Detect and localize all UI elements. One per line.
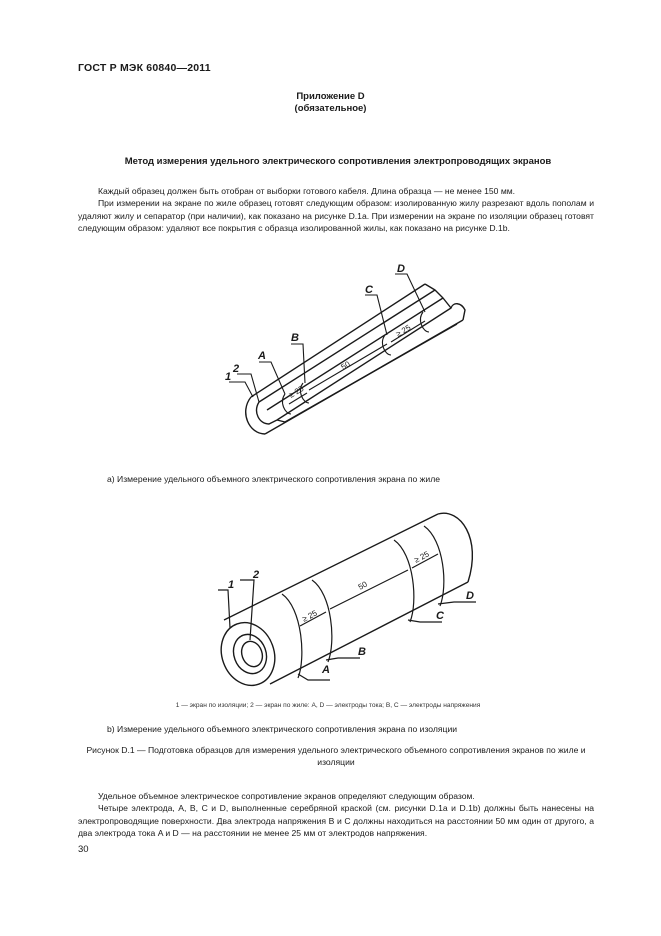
leader-d [438,602,476,604]
figure-a-drawing [225,262,485,447]
back-end-cut [425,284,465,320]
intro-text [78,185,594,234]
label-2: 2 [233,363,240,375]
section-title: Метод измерения удельного электрического сопротивления электропроводящих экранов [124,156,552,167]
leader-1 [229,382,253,397]
label-d: D [397,263,405,275]
electrode-d [421,312,429,332]
figure-b-drawing [210,508,500,693]
intro-paragraph-2: При измерении на экране по жиле образец готовят следующим образом: изолированную жилу разрезают вдоль пополам и удаляют жилу и сепаратор (при наличии), как показано на рисунке D.1a. При измерении на экране по изоляции образец готовят следующим образом: удаляют все покрытия с образца изолированной жилы, как показано на рисунке D.1b. [78,198,594,233]
label-1: 1 [225,371,232,383]
label-2: 2 [253,569,260,581]
front-end-outer [213,615,284,693]
electrode-d [424,526,444,606]
body-text [78,790,594,839]
cylinder-bottom-edge [270,582,468,684]
dim-line-bc [330,570,408,609]
cylinder-top-edge [224,514,438,620]
leader-1 [218,590,230,628]
standard-header: ГОСТ Р МЭК 60840—2011 [78,62,211,74]
label-d: D [466,590,474,602]
label-b: B [358,646,366,658]
label-c: C [436,610,444,622]
leader-2 [240,580,254,640]
label-a: A [258,350,266,362]
dim-cd: ≥ 25 [412,549,431,565]
dim-bc: 50 [339,359,352,372]
dim-cd: ≥ 25 [394,323,413,339]
dim-bc: 50 [356,579,369,592]
electrode-c [394,540,414,622]
figure-caption: Рисунок D.1 — Подготовка образцов для измерения удельного электрического объемного сопротивления экранов по жиле и изоляции [86,745,586,768]
inner-shell-top-edge [259,290,435,402]
label-b: B [291,332,299,344]
front-end-outer [246,397,265,434]
dim-ab: ≥ 25 [300,608,319,624]
figure-legend: 1 — экран по изоляции; 2 — экран по жиле: A, D — электроды тока; B, C — электроды напряжения [175,702,481,709]
appendix-title: Приложение D [296,91,365,102]
leader-b [326,658,360,660]
electrode-a [282,594,302,678]
inner-channel-edge-2 [277,308,451,420]
page-number: 30 [78,844,89,855]
figure-b-caption: b) Измерение удельного объемного электрического сопротивления экрана по изоляции [107,724,458,734]
label-a: A [322,664,330,676]
figure-a-caption: а) Измерение удельного объемного электрического сопротивления экрана по жиле [107,474,440,484]
electrode-b [312,580,332,662]
appendix-subtitle: (обязательное) [294,103,367,114]
label-1: 1 [228,579,235,591]
label-c: C [365,284,373,296]
body-paragraph-1: Удельное объемное электрическое сопротивление экранов определяют следующим образом. [98,791,475,801]
body-paragraph-2: Четыре электрода, A, B, C и D, выполненные серебряной краской (см. рисунки D.1a и D.1b) должны быть нанесены на электропроводящие поверхности. Два электрода напряжения B и C должны находиться на расстоянии 50 мм один от другого, а два электрода тока A и D — на расстоянии не менее 25 мм от электродов напряжения. [78,803,594,838]
dim-ab: ≥ 25 [287,384,306,400]
intro-paragraph-1: Каждый образец должен быть отобран от выборки готового кабеля. Длина образца — не менее 150 мм. [98,186,516,196]
